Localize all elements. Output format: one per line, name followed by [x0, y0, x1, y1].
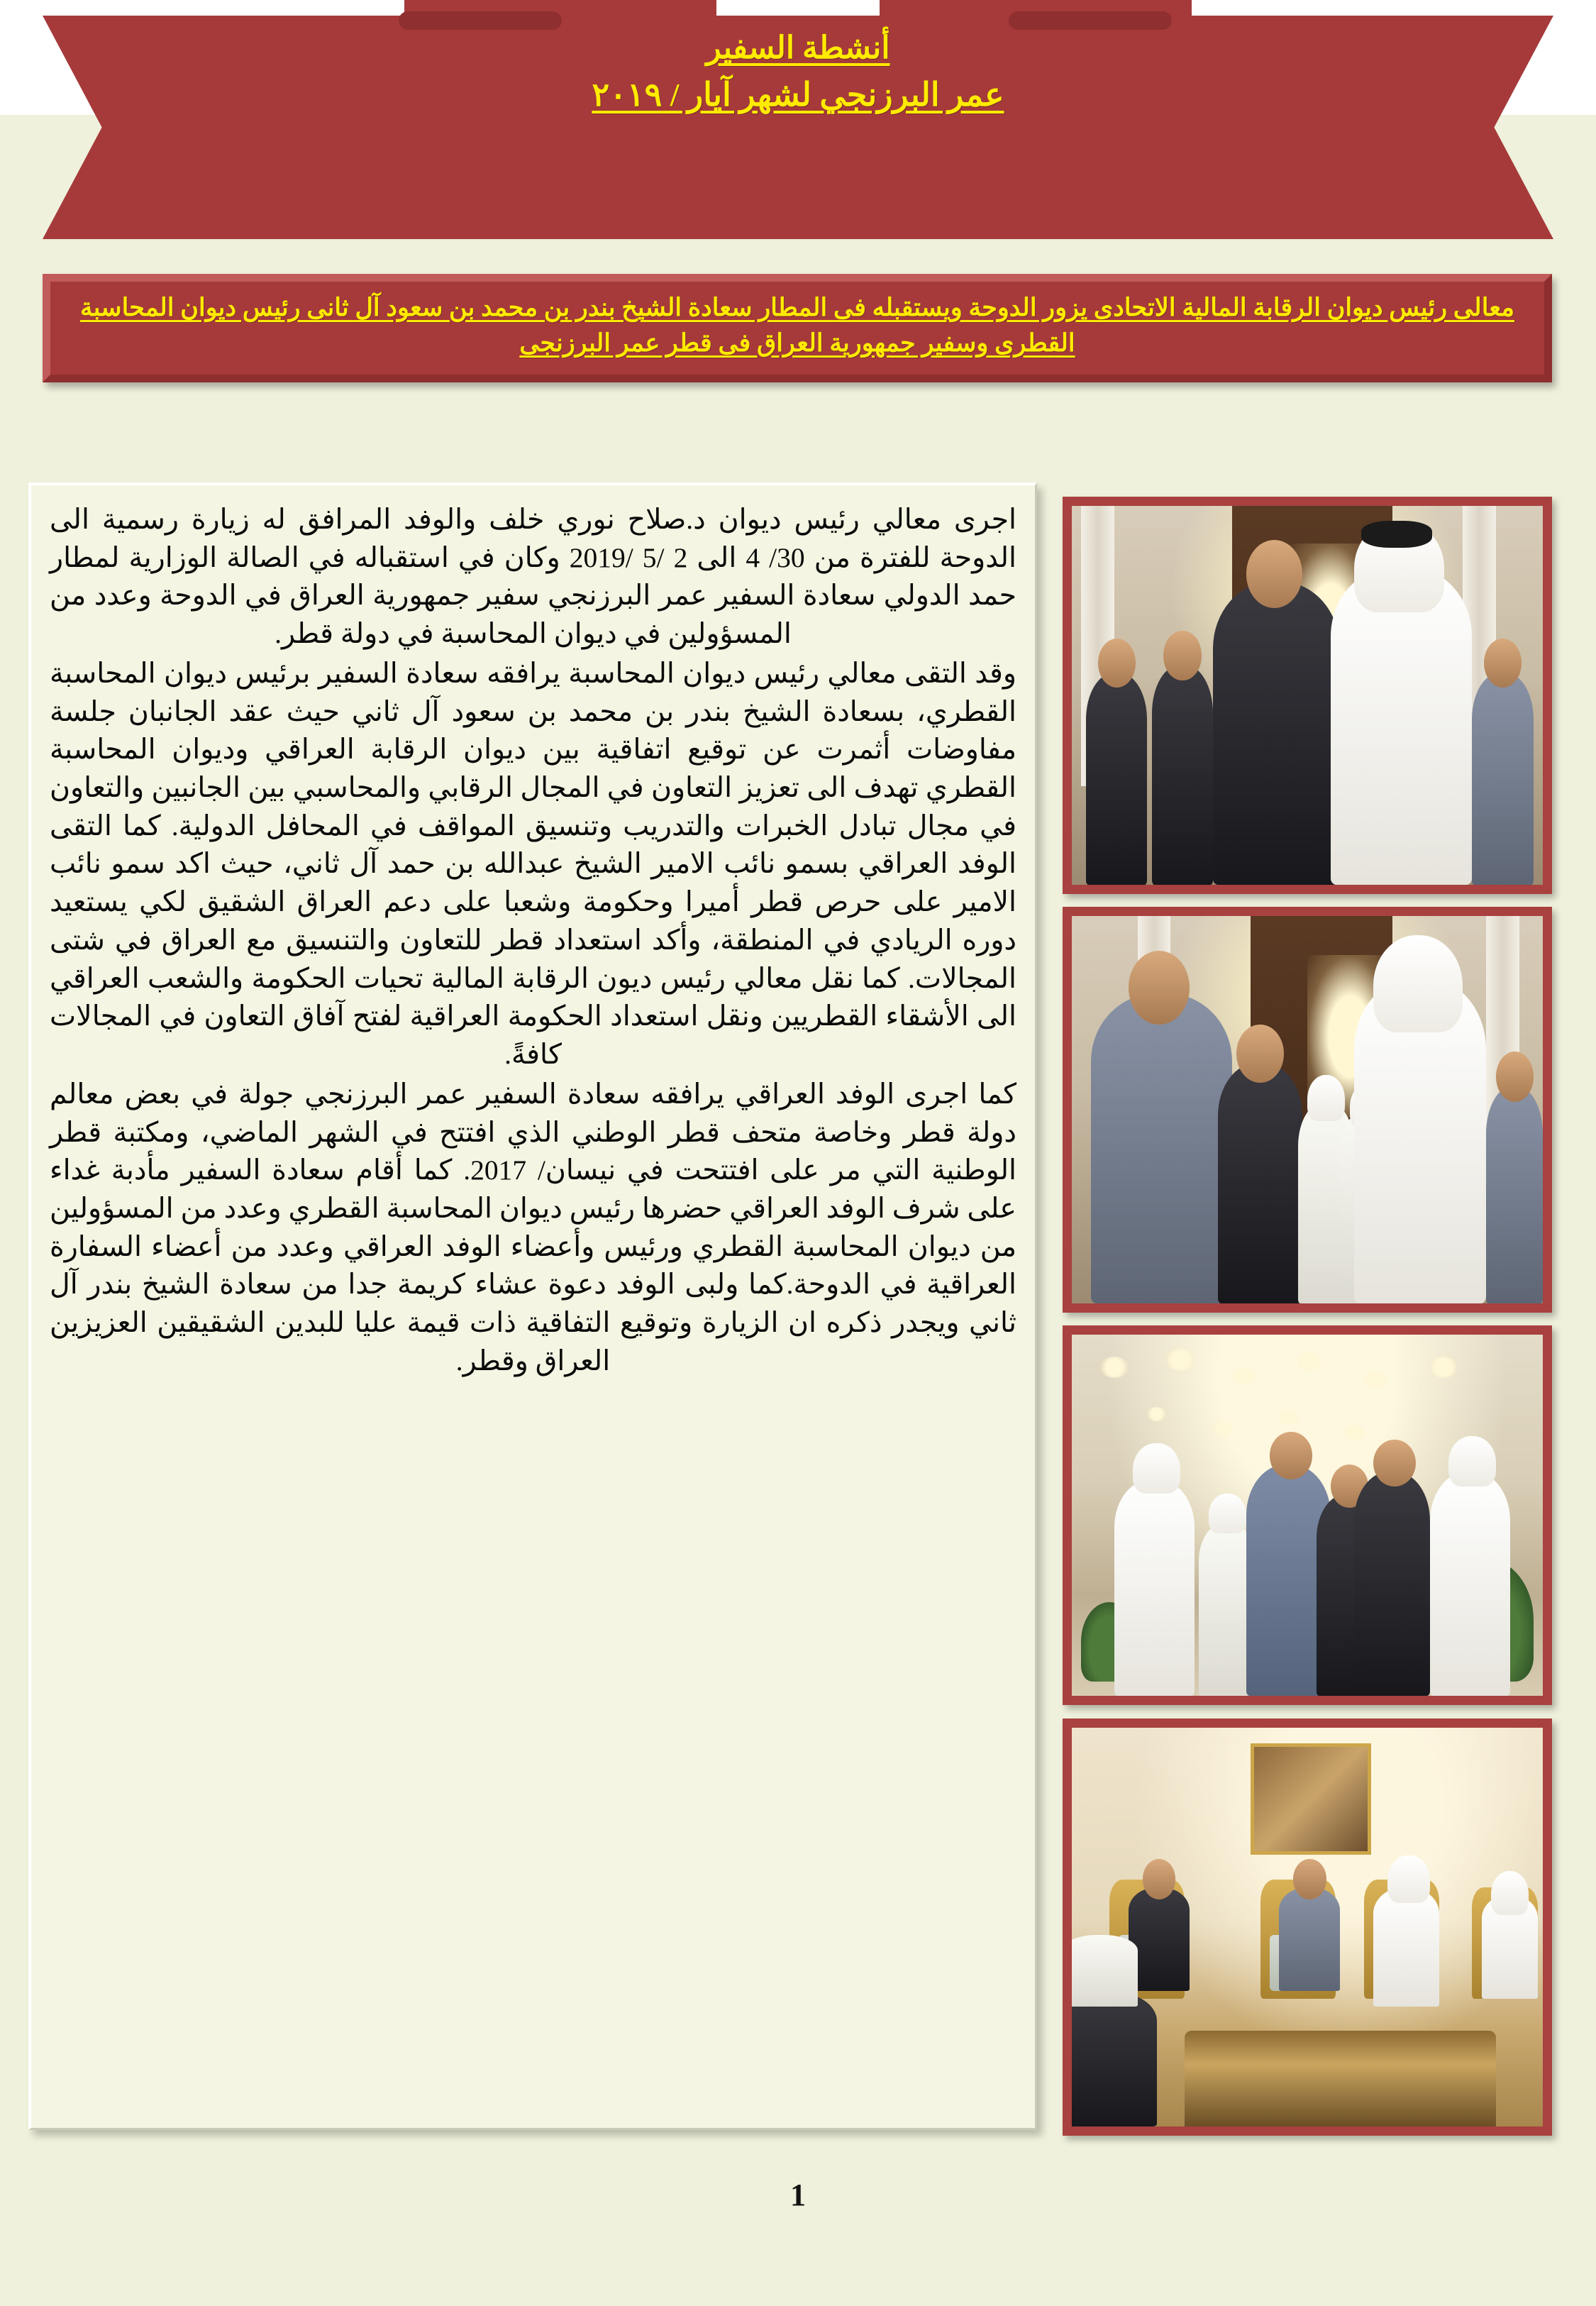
- ribbon-banner: [0, 0, 1596, 245]
- ribbon-notch-left: [399, 11, 562, 30]
- photo-majlis-meeting: [1063, 1719, 1552, 2136]
- photo-column: [1063, 497, 1552, 2136]
- article-body-panel: [28, 482, 1037, 2130]
- ribbon-notch-right: [1009, 11, 1172, 30]
- article-paragraph-1: اجرى معالي رئيس ديوان د.صلاح نوري خلف والوفد المرافق له زيارة رسمية الى الدوحة للفترة من 30/ 4 الى 2 /5 /2019 وكان في استقباله في الصالة الوزارية لمطار حمد الدولي سعادة السفير عمر البرزنجي سفير جمهورية العراق في الدوحة وعدد من المسؤولين في ديوان المحاسبة في دولة قطر.: [50, 504, 1016, 650]
- photo-airport-greeting: [1063, 497, 1552, 894]
- article-paragraph-2: وقد التقى معالي رئيس ديوان المحاسبة يرافقه سعادة السفير برئيس ديوان المحاسبة القطري، بسعادة الشيخ بندر بن محمد بن سعود آل ثاني حيث عقد الجانبان جلسة مفاوضات أثمرت عن توقيع اتفاقية بين ديوان الرقابة العراقي وديوان المحاسبة القطري تهدف الى تعزيز التعاون في المجال الرقابي والمحاسبي بين الجانبين والتعاون في مجال تبادل الخبرات والتدريب وتنسيق المواقف في المحافل الدولية. كما التقى الوفد العراقي بسمو نائب الامير الشيخ عبدالله بن حمد آل ثاني، حيث اكد سمو نائب الامير على حرص قطر أميرا وحكومة وشعبا على دعم العراق الشقيق لكي يستعيد دوره الريادي في المنطقة، وأكد استعداد قطر للتعاون والتنسيق مع العراق في شتى المجالات. كما نقل معالي رئيس ديون الرقابة المالية تحيات الحكومة والشعب العراقي الى الأشقاء القطريين ونقل استعداد الحكومة العراقية لفتح آفاق التعاون في المجالات كافةً.: [50, 657, 1016, 1071]
- photo-walking-hall: [1063, 1325, 1552, 1705]
- page-number: 1: [790, 2178, 806, 2212]
- ribbon-subtitle: عمر البرزنجي لشهر آيار / ٢٠١٩: [592, 77, 1004, 113]
- headline-box: [43, 274, 1552, 382]
- headline-text: معالى رئيس ديوان الرقابة المالية الاتحادى يزور الدوحة ويستقبله فى المطار سعادة الشيخ بندر بن محمد بن سعود آل ثانى رئيس ديوان المحاسبة القطرى وسفير جمهورية العراق فى قطر عمر البرزنجى: [79, 294, 1514, 357]
- ribbon-title: أنشطة السفير: [706, 31, 890, 65]
- article-paragraph-3: كما اجرى الوفد العراقي يرافقه سعادة السفير عمر البرزنجي جولة في بعض معالم دولة قطر وخاصة متحف قطر الوطني الذي افتتح في الشهر الماضي، ومكتبة قطر الوطنية التي مر على افتتحت في نيسان/ 2017. كما أقام سعادة السفير مأدبة غداء على شرف الوفد العراقي حضرها رئيس ديوان المحاسبة القطري وعدد من المسؤولين من ديوان المحاسبة القطري ورئيس وأعضاء الوفد العراقي وعدد من أعضاء السفارة العراقية في الدوحة.كما ولبى الوفد دعوة عشاء كريمة جدا من سعادة الشيخ بندر آل ثاني ويجدر ذكره ان الزيارة وتوقيع التفاقية ذات قيمة عليا للبدين الشقيقين العزيزين العراق وقطر.: [50, 1078, 1016, 1377]
- photo-handshake-delegation: [1063, 907, 1552, 1313]
